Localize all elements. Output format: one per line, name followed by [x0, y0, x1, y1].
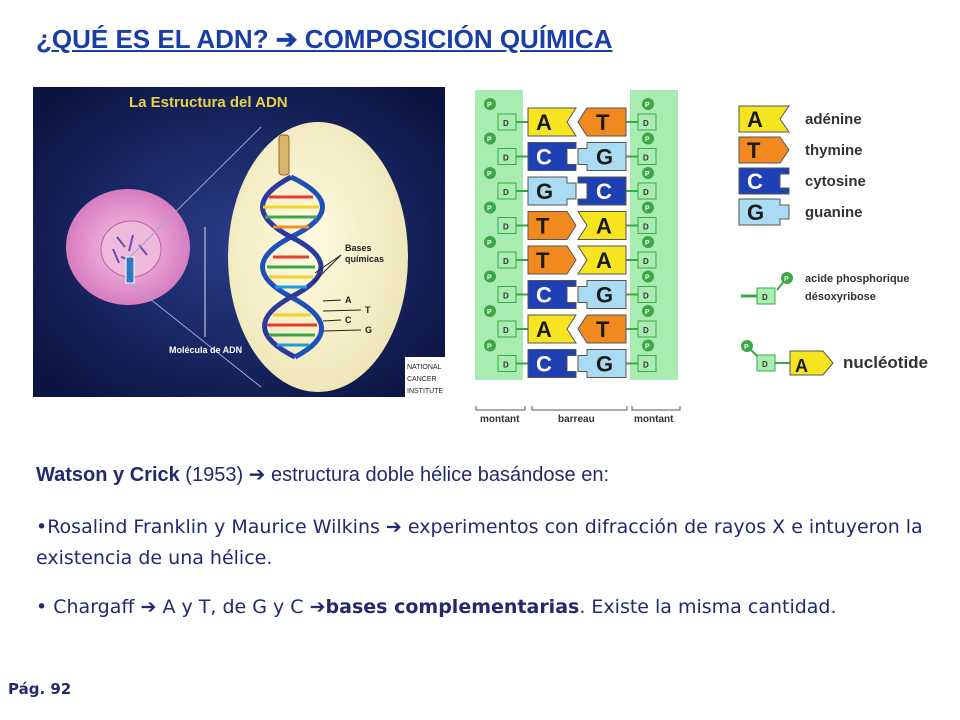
phosphate-letter: P: [645, 240, 650, 247]
legend-item-cytosine: [739, 168, 866, 194]
dna-structure-illustration: [33, 87, 445, 397]
left-base-letter: A: [536, 110, 552, 135]
sugar-letter: D: [503, 360, 509, 370]
legend-base-letter: G: [747, 200, 765, 225]
base-t-label: T: [365, 305, 371, 315]
nucleotide-sugar-letter: D: [762, 360, 768, 369]
phosphate-letter: P: [487, 343, 492, 351]
chargaff-pre: • Chargaff ➔ A y T, de G y C ➔: [36, 596, 326, 618]
phosphate-letter: P: [784, 276, 789, 283]
sugar-letter: D: [503, 188, 509, 197]
sugar-letter: D: [503, 222, 509, 232]
page-number: Pág. 92: [8, 680, 72, 698]
phosphate-letter: P: [645, 274, 650, 282]
base-g-label: G: [365, 325, 373, 335]
sugar-letter: D: [503, 119, 509, 128]
sugar-letter: D: [503, 326, 509, 335]
legend-item-adénine: [739, 106, 862, 132]
right-base-letter: G: [596, 144, 614, 170]
phosphate-letter: P: [487, 102, 492, 109]
franklin-wilkins-bullet: •Rosalind Franklin y Maurice Wilkins ➔ experimentos con difracción de rayos X e intuyeron la existencia de una hélice.: [36, 516, 923, 569]
sugar-letter: D: [643, 257, 649, 266]
bases-legend: [735, 100, 955, 390]
dna-ladder-diagram: [470, 88, 700, 428]
dna-structure-image: [33, 87, 445, 397]
page-title: ¿QUÉ ES EL ADN? ➔ COMPOSICIÓN QUÍMICA: [36, 24, 613, 54]
phosphate-letter: P: [645, 171, 650, 178]
bases-label: Bases: [345, 243, 372, 253]
sugar-letter: D: [503, 257, 509, 266]
left-base-letter: C: [536, 144, 552, 170]
legend-base-letter: C: [747, 169, 763, 194]
legend-graphic: [735, 100, 955, 390]
right-base-letter: C: [596, 179, 612, 204]
sugar-letter: D: [503, 153, 509, 163]
phosphate-letter: P: [645, 136, 650, 144]
sugar-letter: D: [643, 326, 649, 335]
sugar-letter: D: [643, 360, 649, 370]
phosphate-label: acide phosphorique: [805, 273, 910, 285]
watson-crick-names: Watson y Crick: [36, 464, 180, 486]
phosphate-letter: P: [487, 136, 492, 144]
legend-item-thymine: [739, 137, 863, 163]
right-base-letter: A: [596, 213, 612, 239]
sugar-letter: D: [643, 188, 649, 197]
phosphate-letter: P: [487, 309, 492, 316]
chargaff-bullet: [36, 592, 936, 623]
molecule-label: Molécula de ADN: [169, 345, 243, 355]
phosphate-letter: P: [645, 309, 650, 316]
legend-base-letter: T: [747, 138, 761, 163]
label-montant-right: montant: [634, 414, 674, 425]
legend-base-name: guanine: [805, 204, 863, 221]
legend-item-guanine: [739, 199, 863, 225]
phosphate-letter: P: [487, 274, 492, 282]
legend-base-name: adénine: [805, 111, 862, 128]
legend-base-letter: A: [747, 107, 763, 132]
base-a-label: A: [345, 295, 352, 305]
left-base-letter: T: [536, 213, 550, 239]
phosphate-letter: P: [487, 205, 492, 213]
right-base-letter: A: [596, 248, 612, 273]
legend-base-name: cytosine: [805, 173, 866, 190]
nucleotide-base-letter: A: [795, 356, 808, 376]
right-base-letter: T: [596, 317, 610, 342]
nci-logo-line1: NATIONAL: [407, 364, 442, 371]
dna-ladder: [470, 88, 700, 428]
watson-crick-line: [36, 462, 609, 487]
phosphate-letter: P: [645, 343, 650, 351]
right-base-letter: T: [596, 110, 610, 135]
left-base-letter: C: [536, 351, 552, 377]
sugar-letter: D: [503, 291, 509, 301]
nucleotide-label: nucléotide: [843, 353, 929, 372]
label-barreau: barreau: [558, 414, 595, 425]
sugar-letter: D: [643, 153, 649, 163]
phosphate-letter: P: [645, 102, 650, 109]
sugar-letter: D: [762, 293, 768, 302]
nci-logo-line2: CANCER: [407, 376, 437, 383]
left-base-letter: G: [536, 179, 554, 204]
label-montant-left: montant: [480, 414, 520, 425]
nci-logo-line3: INSTITUTE: [407, 388, 444, 395]
left-base-letter: A: [536, 317, 552, 342]
base-c-label: C: [345, 315, 352, 325]
chargaff-post: . Existe la misma cantidad.: [579, 596, 837, 618]
left-base-letter: T: [536, 248, 550, 273]
nci-heading: La Estructura del ADN: [129, 94, 288, 111]
phosphate-letter: P: [645, 205, 650, 213]
nucleotide-phosphate-letter: P: [744, 344, 749, 351]
watson-crick-rest: (1953) ➔ estructura doble hélice basándose en:: [179, 464, 609, 486]
legend-base-name: thymine: [805, 142, 863, 159]
sugar-letter: D: [643, 222, 649, 232]
phosphate-letter: P: [487, 240, 492, 247]
sugar-letter: D: [643, 291, 649, 301]
phosphate-letter: P: [487, 171, 492, 178]
sugar-letter: D: [643, 119, 649, 128]
right-base-letter: G: [596, 282, 614, 308]
complementary-bases-bold: bases complementarias: [325, 596, 580, 618]
left-base-letter: C: [536, 282, 552, 308]
sugar-label: désoxyribose: [805, 291, 876, 303]
bases-label-2: químicas: [345, 254, 385, 264]
right-base-letter: G: [596, 351, 614, 377]
